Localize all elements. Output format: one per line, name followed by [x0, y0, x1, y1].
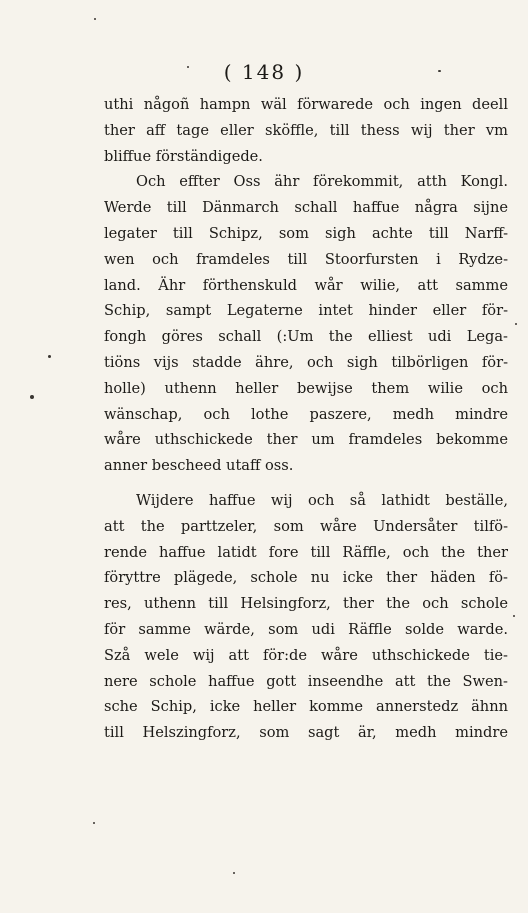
body-text — [104, 92, 508, 746]
text-line: Szå wele wij att för:de wåre uthschickede tie- — [104, 646, 508, 664]
text-line: Och effter Oss ähr förekommit, atth Kongl. — [136, 173, 508, 191]
text-line: att the parttzeler, som wåre Undersåter tilfö- — [104, 517, 508, 535]
text-line: bliffue förständigede. — [104, 147, 263, 165]
text-line: wen och framdeles till Stoorfursten i Rydze- — [104, 250, 508, 268]
text-line: nere schole haffue gott inseendhe att the Swen- — [104, 672, 508, 690]
scan-speck — [513, 615, 515, 617]
text-line: legater till Schipz, som sigh achte till Narff- — [104, 224, 508, 242]
scan-speck — [233, 872, 235, 874]
text-line: wåre uthschickede ther um framdeles bekomme — [104, 431, 508, 449]
scan-speck — [187, 66, 189, 68]
text-line: land. Ähr förthenskuld wår wilie, att samme — [104, 276, 508, 294]
text-line: fongh göres schall (:Um the elliest udi Lega- — [104, 328, 508, 346]
text-line: till Helszingforz, som sagt är, medh mindre — [104, 724, 508, 742]
text-line: ther aff tage eller sköffle, till thess wij ther vm — [104, 121, 508, 139]
text-line: föryttre plägede, schole nu icke ther häden fö- — [104, 569, 508, 587]
text-line: res, uthenn till Helsingforz, ther the och schole — [104, 595, 508, 613]
scan-speck — [515, 323, 517, 325]
scan-speck — [30, 395, 34, 399]
scan-speck — [93, 822, 95, 824]
text-line: Schip, sampt Legaterne intet hinder eller för- — [104, 302, 508, 320]
page-number: ( 148 ) — [223, 60, 305, 84]
scan-speck — [48, 355, 51, 358]
text-line: Werde till Dänmarch schall haffue några sijne — [104, 199, 508, 217]
paragraph-1 — [104, 92, 508, 169]
text-line: sche Schip, icke heller komme annerstedz ähnn — [104, 698, 508, 716]
scan-speck — [94, 18, 96, 20]
text-line: wänschap, och lothe paszere, medh mindre — [104, 405, 508, 423]
text-line: Wijdere haffue wij och så lathidt beställe, — [136, 491, 508, 509]
paragraph-2 — [104, 169, 508, 479]
text-line: holle) uthenn heller bewijse them wilie och — [104, 379, 508, 397]
text-line: för samme wärde, som udi Räffle solde warde. — [104, 620, 508, 638]
paragraph-gap — [104, 479, 508, 488]
scan-speck — [438, 70, 441, 72]
text-line: rende haffue latidt fore till Räffle, och the ther — [104, 543, 508, 561]
paragraph-3 — [104, 488, 508, 746]
text-line: tiöns vijs stadde ähre, och sigh tilbörligen för- — [104, 353, 508, 371]
text-line: anner bescheed utaff oss. — [104, 457, 294, 475]
text-line: uthi någoñ hampn wäl förwarede och ingen deell — [104, 96, 508, 113]
